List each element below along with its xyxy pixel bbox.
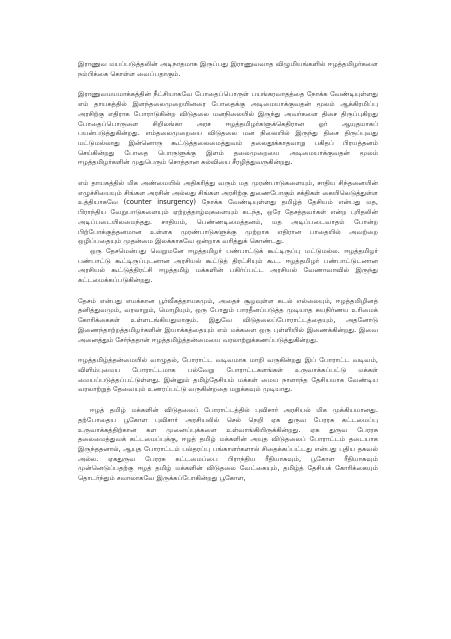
paragraph-struggle-form: ஈழத்தமிழ்த்தன்மையில் வாழுதல், போராட்ட வடிவமாக மாறி வருகின்றது இப் போராட்ட வடிவம், விளிம்புமைய போராட்டமாக பல்வேறு போராட்டகளங்கள் உருவாக்கப்பட்டு மக்கள் மையப்படுத்தப்பட்டுள்ளது. இன்னும் தமிழ்தேசியம் மக்கள் மைய நாளாந்த தேசியமாக வேண்டிய வரலாற்றுத் தேவையும் உணரப்பட்டு வருகின்றதை மறுக்கவும் முடியாது.: [78, 356, 378, 394]
paragraph-nationhood: ஒரு தேசமென்பது வெறுமனே ஈழத்தமிழர் பண்பாட்டுக் கூட்டிருப்பு மட்டுமல்ல. ஈழத்தமிழர் பண்பாட்டு கூட்டிருப்புடனான அரசியல் கூட்டுத் திரட்சியும் கூட. ஈழத்தமிழர் பண்பாட்டுடனான அரசியல் கூட்டுத்திரட்சி ஈழத்தமிழ் மக்களின் பகிர்ப்பட்ட அரசியல் வேணாவாவில் இருந்து கட்டமைக்கப்படுகின்றது.: [78, 246, 378, 285]
paragraph-drug-terrorism: இராணுவமயமாக்கத்தின் நீட்சியாகவே போதைப்பொருள் பயங்கரவாதத்தை நோக்க வேண்டியுள்ளது எம் தாயகத்தில் இளந்தலைமுறையினரை போதைக்கு அடிமையாக்குவதன் மூலம் ஆக்கிரமிப்பு அரசிற்கு எதிராக போராடுகின்ற விடுதலை மனநிலையில் இருந்து அவர்களை திசை திருப்புகிறது போதைப்பொருளை சிறிலங்கா அரச ஈழத்தமிழர்களுக்கெதிரான ஓர் ஆயுதமாகப் பயன்படுத்துகின்றது. எம்தலைமுறையை விடுதலை மன நிலையில் இருந்து திசை திருப்புவது மட்டுமல்லாது இன்னொரு கூட்டுத்தலைமைத்துவம் தலைதூக்காதவாறு பகிதப் பிரயத்தனம் செய்கின்றது போதை பொருளுக்கு இளம் தலைமுறையை அடிமையாக்குவதன் மூலம் ஈழத்தமிழர்களின் முதுபெரும் சொத்தான கல்வியை சீரழித்துவருகின்றது.: [78, 90, 378, 167]
paragraph-religious-caste: [78, 179, 378, 286]
paragraph-religious-caste-text: எம் தாயகத்தில் மிக அண்மையில் அதிகரித்து வரும் மத முரண்பாடுகளையும், சாதிய சிந்தனையின் எழுச்சியையும் சிங்கள அரசின் அல்லது சிங்கள அரசிற்கு துணைபோகும் சக்திகள் கையிலெடுத்துள்ள உத்தியாகவே (counter insurgency) நோக்க வேண்டியுள்ளது தமிழ்த் தேசியம் என்பது மத, பிராந்திய வேறுபாடுகளையும் ஏற்றத்தாழ்வுகளையும் கடந்த, ஒரே தேசத்தவர்கள் என்ற புரிதலின் அடிப்படையிலமைந்தது. சாதியம், பெண்ணடிமைத்தனம், மத அடிப்படைவாதம் போன்ற பிற்போக்குத்தனமான உள்ளக முரண்பாடுகளுக்கு முற்றாக எதிரான பாதையில் அவற்றை ஒழிப்பதையும் முதன்மை இலக்காகவே ஒன்றாக வரித்துக் கொண்டது.: [78, 179, 378, 246]
paragraph-nation-definition: தேசம் என்பது எமக்கான பூர்வீகத்தாயகமும், அதைச் சூழவுள்ள கடல் எல்லையும், ஈழத்தமிழினத் தனித்துவமும், வரலாறும், மொழியும், ஒரு போதும் பாரதீனப்படுத்த முடியாத சுயநிர்ணய உரிமைக் கோரிக்கைகள் உள்ளடங்கியதுமாகும். இதுவே விடுதலைப்போராட்டத்தையும், அதனோடு இணைந்தாற்றத்தமிழர்களின் இயாக்கத்தையும் எம் மக்களை ஒரு புள்ளியில் இணைக்கின்றது. இவை அனைத்தும் சேர்ந்ததான் ஈழத்தமிழ்த்தன்மையை வரலாற்றுக்கணப்படுத்துகின்றது.: [78, 296, 378, 344]
paragraph-militarization: இராணுவ மயப்படுத்தலின் அடிநாதமாக இருப்பது இராணுவவாத விழுமியங்களில் ஈழத்தமிழர்களை நம்பிக்கை கொள்ள வைப்பதாகும்.: [78, 60, 378, 78]
document-page: [78, 60, 378, 495]
paragraph-geopolitics: ஈழத் தமிழ் மக்களின் விடுதலைப் போராட்டத்தில் புவிசார் அரசியல் மிக முக்கியமானது. தற்போதைய பூகோள புவிசார் அரசியலில் செல் நெறி ஏக துருவ பேரரசு கட்டமைப்பு உருவாக்கத்திற்கான கள முனைப்புக்களை உள்வாங்கியிருக்கின்றது. ஏக துருவ பேரரசு தலைமைத்துவக் கட்டமைப்புக்கு, ஈழத் தமிழ் மக்களின் அயுத விடுதலைப் போராட்டம் தடையாக இருந்ததனால், ஆயுத போராட்டம் பல்தரப்பு பங்காளர்களால் சிதைக்கப்பட்டது என்பது புதிய தகவல் அல்ல. ஏகதுருவ பேரரசு கட்டமைப்பை பிராந்திய ரீதியாகவும், பூகோள ரீதியாகவும் முன்னெடுப்பதற்கு ஈழத் தமிழ் மக்களின் விடுதலை வேட்கையும், தமிழ்த் தேசியக் கோரிக்கையும் தொடர்ந்தும் சவாலாகவே இருக்கப்போகின்றது பூகோள,: [78, 406, 378, 483]
